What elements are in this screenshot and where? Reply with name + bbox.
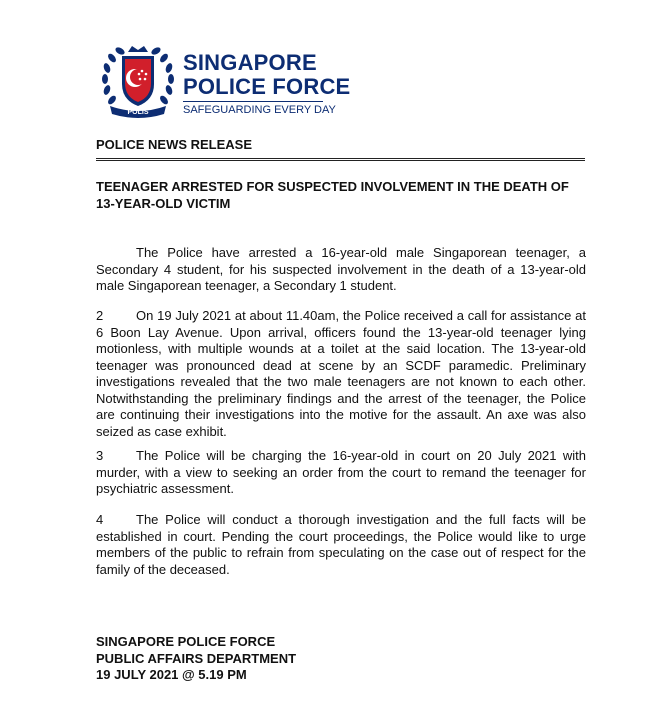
paragraph-4: [96, 512, 586, 578]
org-name-line-1: SINGAPORE: [183, 50, 317, 75]
paragraph-text: On 19 July 2021 at about 11.40am, the Police received a call for assistance at 6 Boon Lay Avenue. Upon arrival, officers found the 13-year-old teenager lying motionless, with multiple wounds at a toilet at the said location. The 13-year-old teenager was pronounced dead at scene by an SCDF paramedic. Preliminary investigations revealed that the two male teenagers are not known to each other. Notwithstanding the preliminary findings and the arrest of the teenager, the Police are continuing their investigations into the motive for the assault. An axe was also seized as case exhibit.: [96, 308, 586, 439]
paragraph-number: 2: [96, 308, 104, 323]
signoff-organisation: SINGAPORE POLICE FORCE: [96, 634, 276, 649]
headline: TEENAGER ARRESTED FOR SUSPECTED INVOLVEMENT IN THE DEATH OF 13-YEAR-OLD VICTIM: [96, 179, 569, 211]
release-label: POLICE NEWS RELEASE: [96, 137, 253, 152]
signoff-department: PUBLIC AFFAIRS DEPARTMENT: [96, 650, 297, 666]
signoff-block: [96, 634, 296, 684]
org-tagline: SAFEGUARDING EVERY DAY: [183, 101, 323, 116]
paragraph-text: The Police have arrested a 16-year-old male Singaporean teenager, a Secondary 4 student, for his suspected involvement in the death of a 13-year-old male Singaporean teenager, a Secondary 1 student.: [96, 245, 586, 293]
emblem-banner-text: POLIS: [127, 109, 149, 116]
divider-bottom: [96, 160, 585, 161]
org-name-line-2: POLICE FORCE: [183, 74, 351, 99]
paragraph-text: The Police will conduct a thorough investigation and the full facts will be established in court. Pending the court proceedings, the Police would like to urge members of the public to refrain from speculating on the case out of respect for the family of the deceased.: [96, 512, 586, 577]
paragraph-3: [96, 448, 586, 498]
police-crest-icon: [98, 42, 178, 120]
paragraph-number: 3: [96, 448, 104, 463]
paragraph-number: 4: [96, 512, 104, 527]
signoff-datetime: 19 JULY 2021 @ 5.19 PM: [96, 667, 247, 682]
paragraph-2: [96, 308, 586, 440]
paragraph-text: The Police will be charging the 16-year-old in court on 20 July 2021 with murder, with a view to seeking an order from the court to remand the teenager for psychiatric assessment.: [96, 448, 586, 496]
divider-top: [96, 158, 585, 159]
paragraph-1: [96, 245, 586, 295]
